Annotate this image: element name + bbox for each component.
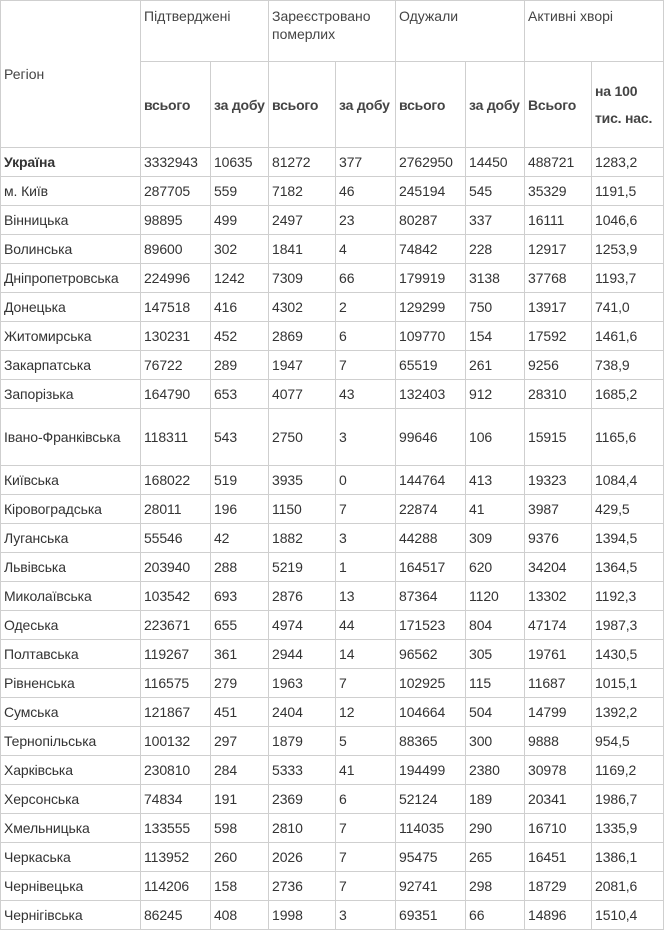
value-cell: 2869 [269, 322, 336, 351]
value-cell: 76722 [141, 351, 211, 380]
value-cell: 1283,2 [592, 148, 664, 177]
region-cell: Луганська [1, 524, 141, 553]
value-cell: 13 [336, 582, 396, 611]
value-cell: 118311 [141, 409, 211, 466]
value-cell: 519 [211, 466, 269, 495]
value-cell: 2081,6 [592, 872, 664, 901]
value-cell: 7 [336, 814, 396, 843]
value-cell: 3332943 [141, 148, 211, 177]
value-cell: 279 [211, 669, 269, 698]
header-region: Регіон [1, 1, 141, 148]
region-cell: Черкаська [1, 843, 141, 872]
value-cell: 3 [336, 409, 396, 466]
table-row [1, 727, 664, 756]
value-cell: 55546 [141, 524, 211, 553]
value-cell: 1947 [269, 351, 336, 380]
value-cell: 154 [466, 322, 525, 351]
value-cell: 1 [336, 553, 396, 582]
value-cell: 4974 [269, 611, 336, 640]
table-row [1, 582, 664, 611]
value-cell: 305 [466, 640, 525, 669]
value-cell: 1242 [211, 264, 269, 293]
value-cell: 104664 [396, 698, 466, 727]
table-row [1, 640, 664, 669]
value-cell: 1461,6 [592, 322, 664, 351]
value-cell: 7 [336, 872, 396, 901]
region-cell: Івано-Франківська [1, 409, 141, 466]
region-cell: Кіровоградська [1, 495, 141, 524]
region-cell: Рівненська [1, 669, 141, 698]
region-cell: Вінницька [1, 206, 141, 235]
value-cell: 113952 [141, 843, 211, 872]
value-cell: 20341 [525, 785, 592, 814]
value-cell: 22874 [396, 495, 466, 524]
value-cell: 66 [336, 264, 396, 293]
region-cell: Донецька [1, 293, 141, 322]
value-cell: 87364 [396, 582, 466, 611]
value-cell: 99646 [396, 409, 466, 466]
value-cell: 5 [336, 727, 396, 756]
region-cell: Миколаївська [1, 582, 141, 611]
value-cell: 3138 [466, 264, 525, 293]
value-cell: 2750 [269, 409, 336, 466]
value-cell: 98895 [141, 206, 211, 235]
value-cell: 245194 [396, 177, 466, 206]
value-cell: 16451 [525, 843, 592, 872]
table-row [1, 698, 664, 727]
region-cell: Харківська [1, 756, 141, 785]
value-cell: 114206 [141, 872, 211, 901]
header-active-total: Всього [525, 62, 592, 148]
value-cell: 620 [466, 553, 525, 582]
value-cell: 74834 [141, 785, 211, 814]
table-row [1, 409, 664, 466]
value-cell: 1685,2 [592, 380, 664, 409]
value-cell: 543 [211, 409, 269, 466]
header-recovered: Одужали [396, 1, 525, 62]
value-cell: 147518 [141, 293, 211, 322]
value-cell: 66 [466, 901, 525, 930]
table-row [1, 206, 664, 235]
value-cell: 2 [336, 293, 396, 322]
value-cell: 6 [336, 785, 396, 814]
value-cell: 114035 [396, 814, 466, 843]
value-cell: 7182 [269, 177, 336, 206]
value-cell: 288 [211, 553, 269, 582]
value-cell: 7 [336, 351, 396, 380]
header-confirmed: Підтверджені [141, 1, 269, 62]
value-cell: 44288 [396, 524, 466, 553]
value-cell: 1364,5 [592, 553, 664, 582]
value-cell: 4 [336, 235, 396, 264]
header-recovered-per-day: за добу [466, 62, 525, 148]
value-cell: 133555 [141, 814, 211, 843]
value-cell: 309 [466, 524, 525, 553]
value-cell: 1841 [269, 235, 336, 264]
table-row [1, 872, 664, 901]
value-cell: 65519 [396, 351, 466, 380]
value-cell: 6 [336, 322, 396, 351]
value-cell: 260 [211, 843, 269, 872]
table-row [1, 466, 664, 495]
table-row [1, 524, 664, 553]
table-body [1, 148, 664, 930]
value-cell: 4077 [269, 380, 336, 409]
value-cell: 416 [211, 293, 269, 322]
value-cell: 23 [336, 206, 396, 235]
value-cell: 7 [336, 495, 396, 524]
value-cell: 2369 [269, 785, 336, 814]
table-row [1, 380, 664, 409]
region-cell: Херсонська [1, 785, 141, 814]
value-cell: 19761 [525, 640, 592, 669]
table-row [1, 322, 664, 351]
value-cell: 954,5 [592, 727, 664, 756]
value-cell: 2736 [269, 872, 336, 901]
table-row [1, 901, 664, 930]
value-cell: 750 [466, 293, 525, 322]
value-cell: 81272 [269, 148, 336, 177]
value-cell: 86245 [141, 901, 211, 930]
value-cell: 42 [211, 524, 269, 553]
value-cell: 297 [211, 727, 269, 756]
region-cell: Тернопільська [1, 727, 141, 756]
value-cell: 429,5 [592, 495, 664, 524]
region-cell: м. Київ [1, 177, 141, 206]
value-cell: 47174 [525, 611, 592, 640]
region-cell: Закарпатська [1, 351, 141, 380]
value-cell: 1120 [466, 582, 525, 611]
value-cell: 413 [466, 466, 525, 495]
value-cell: 14 [336, 640, 396, 669]
table-row [1, 235, 664, 264]
value-cell: 158 [211, 872, 269, 901]
value-cell: 1192,3 [592, 582, 664, 611]
value-cell: 738,9 [592, 351, 664, 380]
value-cell: 179919 [396, 264, 466, 293]
value-cell: 96562 [396, 640, 466, 669]
table-row [1, 495, 664, 524]
value-cell: 408 [211, 901, 269, 930]
value-cell: 300 [466, 727, 525, 756]
region-cell: Львівська [1, 553, 141, 582]
value-cell: 804 [466, 611, 525, 640]
value-cell: 2380 [466, 756, 525, 785]
region-cell: Житомирська [1, 322, 141, 351]
value-cell: 12917 [525, 235, 592, 264]
value-cell: 2762950 [396, 148, 466, 177]
value-cell: 41 [336, 756, 396, 785]
value-cell: 0 [336, 466, 396, 495]
value-cell: 44 [336, 611, 396, 640]
value-cell: 230810 [141, 756, 211, 785]
value-cell: 16111 [525, 206, 592, 235]
value-cell: 290 [466, 814, 525, 843]
value-cell: 88365 [396, 727, 466, 756]
value-cell: 89600 [141, 235, 211, 264]
value-cell: 9376 [525, 524, 592, 553]
header-recovered-total: всього [396, 62, 466, 148]
value-cell: 228 [466, 235, 525, 264]
value-cell: 1193,7 [592, 264, 664, 293]
value-cell: 3987 [525, 495, 592, 524]
value-cell: 2876 [269, 582, 336, 611]
region-cell: Одеська [1, 611, 141, 640]
value-cell: 43 [336, 380, 396, 409]
value-cell: 7309 [269, 264, 336, 293]
value-cell: 653 [211, 380, 269, 409]
value-cell: 196 [211, 495, 269, 524]
value-cell: 14896 [525, 901, 592, 930]
value-cell: 17592 [525, 322, 592, 351]
header-active-per-100k: на 100 тис. нас. [592, 62, 664, 148]
value-cell: 14799 [525, 698, 592, 727]
table-row [1, 785, 664, 814]
region-cell: Запорізька [1, 380, 141, 409]
value-cell: 1015,1 [592, 669, 664, 698]
region-cell: Україна [1, 148, 141, 177]
header-deaths-total: всього [269, 62, 336, 148]
value-cell: 12 [336, 698, 396, 727]
value-cell: 1253,9 [592, 235, 664, 264]
value-cell: 28011 [141, 495, 211, 524]
value-cell: 203940 [141, 553, 211, 582]
value-cell: 452 [211, 322, 269, 351]
header-active: Активні хворі [525, 1, 664, 62]
value-cell: 13302 [525, 582, 592, 611]
value-cell: 35329 [525, 177, 592, 206]
value-cell: 130231 [141, 322, 211, 351]
table-row [1, 669, 664, 698]
value-cell: 1169,2 [592, 756, 664, 785]
region-cell: Чернівецька [1, 872, 141, 901]
value-cell: 3935 [269, 466, 336, 495]
value-cell: 377 [336, 148, 396, 177]
value-cell: 9256 [525, 351, 592, 380]
value-cell: 106 [466, 409, 525, 466]
value-cell: 693 [211, 582, 269, 611]
value-cell: 361 [211, 640, 269, 669]
value-cell: 1386,1 [592, 843, 664, 872]
value-cell: 1998 [269, 901, 336, 930]
value-cell: 1987,3 [592, 611, 664, 640]
value-cell: 121867 [141, 698, 211, 727]
value-cell: 109770 [396, 322, 466, 351]
value-cell: 7 [336, 843, 396, 872]
table-row [1, 843, 664, 872]
value-cell: 18729 [525, 872, 592, 901]
value-cell: 224996 [141, 264, 211, 293]
value-cell: 52124 [396, 785, 466, 814]
value-cell: 1046,6 [592, 206, 664, 235]
value-cell: 337 [466, 206, 525, 235]
value-cell: 598 [211, 814, 269, 843]
value-cell: 191 [211, 785, 269, 814]
value-cell: 1084,4 [592, 466, 664, 495]
value-cell: 41 [466, 495, 525, 524]
value-cell: 1394,5 [592, 524, 664, 553]
value-cell: 19323 [525, 466, 592, 495]
value-cell: 119267 [141, 640, 211, 669]
value-cell: 100132 [141, 727, 211, 756]
value-cell: 1963 [269, 669, 336, 698]
value-cell: 655 [211, 611, 269, 640]
value-cell: 2810 [269, 814, 336, 843]
table-row [1, 611, 664, 640]
value-cell: 34204 [525, 553, 592, 582]
value-cell: 69351 [396, 901, 466, 930]
value-cell: 265 [466, 843, 525, 872]
value-cell: 545 [466, 177, 525, 206]
value-cell: 37768 [525, 264, 592, 293]
value-cell: 287705 [141, 177, 211, 206]
value-cell: 30978 [525, 756, 592, 785]
value-cell: 912 [466, 380, 525, 409]
value-cell: 13917 [525, 293, 592, 322]
value-cell: 102925 [396, 669, 466, 698]
value-cell: 4302 [269, 293, 336, 322]
value-cell: 3 [336, 524, 396, 553]
table-row [1, 148, 664, 177]
region-cell: Волинська [1, 235, 141, 264]
value-cell: 28310 [525, 380, 592, 409]
value-cell: 74842 [396, 235, 466, 264]
value-cell: 2944 [269, 640, 336, 669]
value-cell: 2497 [269, 206, 336, 235]
region-cell: Чернігівська [1, 901, 141, 930]
value-cell: 1882 [269, 524, 336, 553]
value-cell: 223671 [141, 611, 211, 640]
region-cell: Сумська [1, 698, 141, 727]
value-cell: 1986,7 [592, 785, 664, 814]
value-cell: 284 [211, 756, 269, 785]
value-cell: 103542 [141, 582, 211, 611]
header-deaths: Зареєстровано померлих [269, 1, 396, 62]
value-cell: 1392,2 [592, 698, 664, 727]
value-cell: 5219 [269, 553, 336, 582]
value-cell: 164517 [396, 553, 466, 582]
value-cell: 451 [211, 698, 269, 727]
value-cell: 129299 [396, 293, 466, 322]
value-cell: 1150 [269, 495, 336, 524]
header-deaths-per-day: за добу [336, 62, 396, 148]
value-cell: 7 [336, 669, 396, 698]
value-cell: 289 [211, 351, 269, 380]
value-cell: 115 [466, 669, 525, 698]
value-cell: 3 [336, 901, 396, 930]
table-row [1, 351, 664, 380]
value-cell: 1879 [269, 727, 336, 756]
value-cell: 2026 [269, 843, 336, 872]
value-cell: 11687 [525, 669, 592, 698]
value-cell: 488721 [525, 148, 592, 177]
table-row [1, 814, 664, 843]
region-cell: Київська [1, 466, 141, 495]
value-cell: 1165,6 [592, 409, 664, 466]
value-cell: 14450 [466, 148, 525, 177]
value-cell: 261 [466, 351, 525, 380]
value-cell: 1510,4 [592, 901, 664, 930]
value-cell: 95475 [396, 843, 466, 872]
value-cell: 15915 [525, 409, 592, 466]
value-cell: 2404 [269, 698, 336, 727]
value-cell: 194499 [396, 756, 466, 785]
value-cell: 80287 [396, 206, 466, 235]
value-cell: 5333 [269, 756, 336, 785]
value-cell: 298 [466, 872, 525, 901]
table-row [1, 293, 664, 322]
value-cell: 504 [466, 698, 525, 727]
header-confirmed-per-day: за добу [211, 62, 269, 148]
region-cell: Полтавська [1, 640, 141, 669]
header-confirmed-total: всього [141, 62, 211, 148]
value-cell: 144764 [396, 466, 466, 495]
value-cell: 46 [336, 177, 396, 206]
table-row [1, 264, 664, 293]
value-cell: 499 [211, 206, 269, 235]
value-cell: 9888 [525, 727, 592, 756]
value-cell: 168022 [141, 466, 211, 495]
value-cell: 189 [466, 785, 525, 814]
value-cell: 92741 [396, 872, 466, 901]
value-cell: 132403 [396, 380, 466, 409]
table-row [1, 756, 664, 785]
value-cell: 1191,5 [592, 177, 664, 206]
region-cell: Дніпропетровська [1, 264, 141, 293]
value-cell: 559 [211, 177, 269, 206]
value-cell: 741,0 [592, 293, 664, 322]
region-cell: Хмельницька [1, 814, 141, 843]
value-cell: 302 [211, 235, 269, 264]
value-cell: 116575 [141, 669, 211, 698]
value-cell: 1335,9 [592, 814, 664, 843]
value-cell: 10635 [211, 148, 269, 177]
value-cell: 1430,5 [592, 640, 664, 669]
table-row [1, 177, 664, 206]
table-row [1, 553, 664, 582]
value-cell: 171523 [396, 611, 466, 640]
value-cell: 164790 [141, 380, 211, 409]
value-cell: 16710 [525, 814, 592, 843]
